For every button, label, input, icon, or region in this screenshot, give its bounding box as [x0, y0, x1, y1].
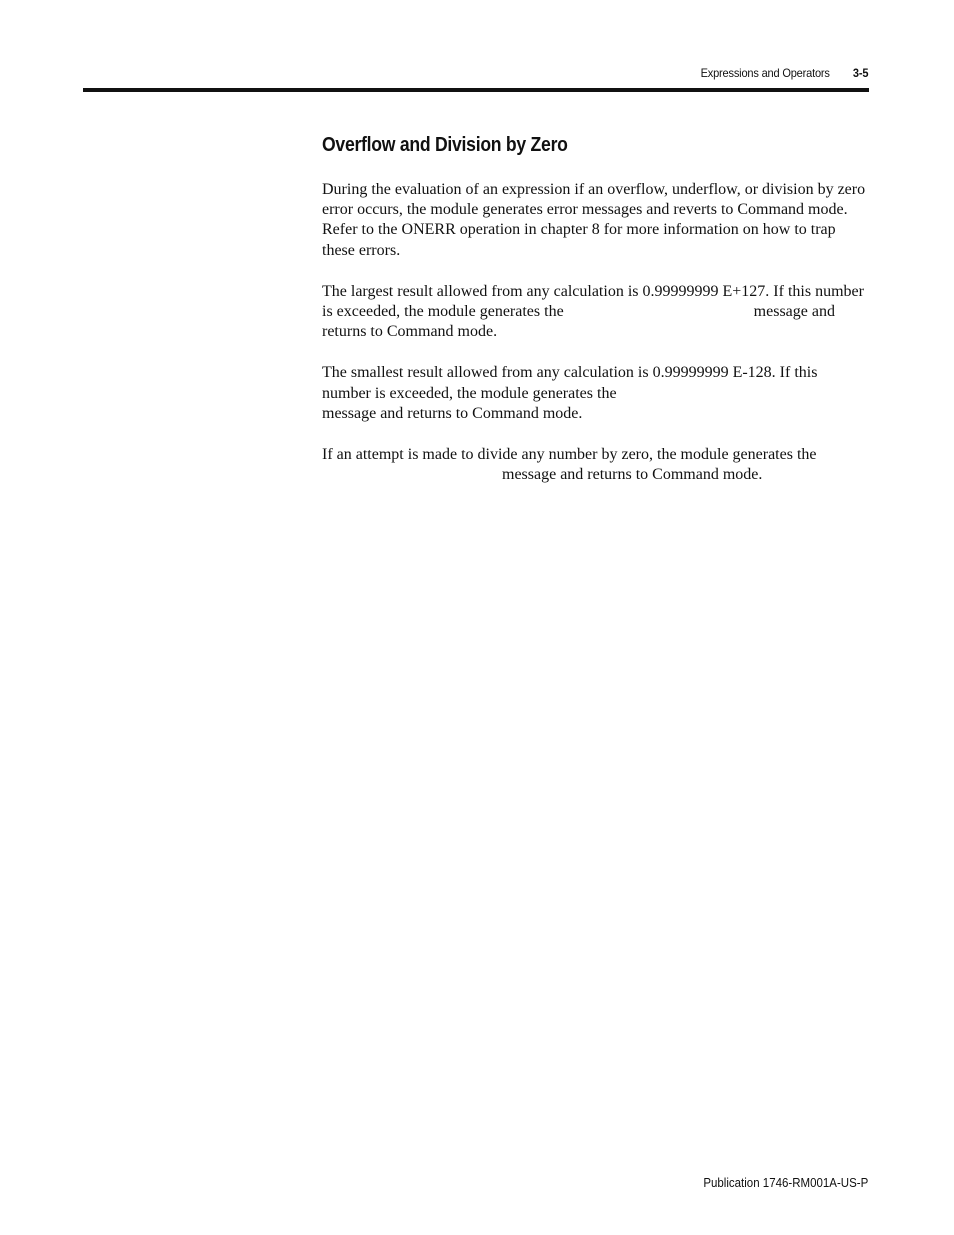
publication-footer: Publication 1746-RM001A-US-P — [703, 1176, 868, 1190]
division-text-end: message and returns to Command mode. — [502, 466, 763, 484]
section-title: Expressions and Operators — [700, 66, 830, 80]
running-header — [700, 66, 868, 80]
header-rule — [83, 88, 869, 92]
division-text-start: If an attempt is made to divide any number by zero, the module generates the — [322, 446, 817, 464]
main-content — [322, 134, 870, 506]
paragraph-underflow — [322, 363, 870, 424]
page-number: 3-5 — [852, 66, 868, 80]
overflow-text-end: message and returns to Command mode. — [322, 303, 835, 341]
section-heading: Overflow and Division by Zero — [322, 134, 568, 156]
underflow-text-start: The smallest result allowed from any calculation is 0.99999999 E-128. If this number is exceeded, the module generates the — [322, 364, 818, 402]
underflow-text-end: message and returns to Command mode. — [322, 404, 583, 422]
paragraph-division-by-zero — [322, 445, 870, 485]
paragraph-error-handling: During the evaluation of an expression if an overflow, underflow, or division by zero error occurs, the module generates error messages and reverts to Command mode. Refer to the ONERR operation in chapter 8 for more information on how to trap these errors. — [322, 181, 866, 259]
overflow-text-start: The largest result allowed from any calculation is 0.99999999 E+127. If this number is exceeded, the module generates the — [322, 282, 864, 321]
paragraph-overflow — [322, 282, 870, 343]
